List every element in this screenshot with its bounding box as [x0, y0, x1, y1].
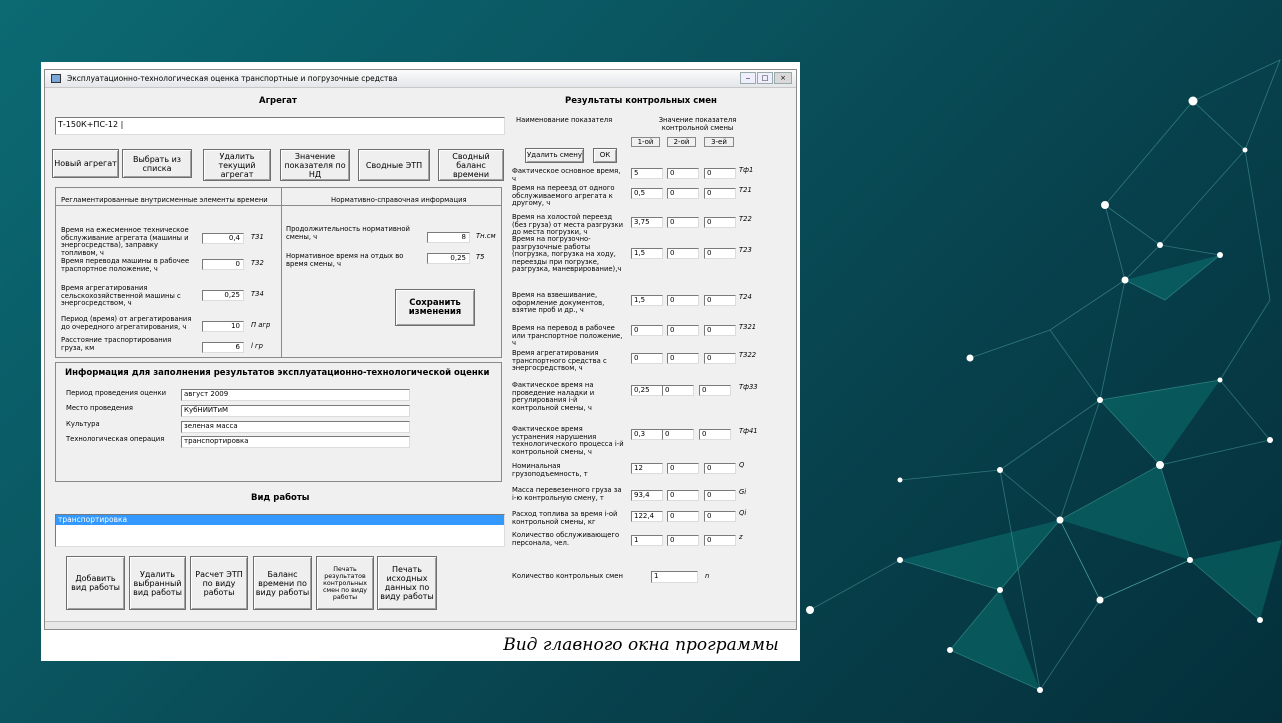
shift-row-symbol: Т22: [739, 215, 752, 223]
shift-1-value-input[interactable]: 12: [631, 463, 663, 474]
tnsm-input[interactable]: 8: [427, 232, 470, 243]
add-work-type-button[interactable]: Добавить вид работы: [66, 556, 125, 610]
shift-1-value-input[interactable]: 0,5: [631, 188, 663, 199]
shift-3-value-input[interactable]: 0: [699, 429, 731, 440]
shift-3-value-input[interactable]: 0: [704, 511, 736, 522]
period-input[interactable]: август 2009: [181, 389, 410, 401]
shift-1-value-input[interactable]: 122,4: [631, 511, 663, 522]
t31-symbol: Т31: [251, 233, 264, 241]
shift-2-value-input[interactable]: 0: [667, 325, 699, 336]
pagr-symbol: П агр: [251, 321, 271, 329]
value-nd-button[interactable]: Значение показателя по НД: [280, 149, 350, 181]
shift-count-input[interactable]: 1: [651, 571, 698, 583]
summary-etp-button[interactable]: Сводные ЭТП: [358, 149, 430, 181]
window-title: Эксплуатационно-технологическая оценка транспортные и погрузочные средства: [67, 74, 398, 83]
shift-1-value-input[interactable]: 3,75: [631, 217, 663, 228]
lgr-symbol: l гр: [251, 342, 263, 350]
shift-row-label: Количество обслуживающего персонала, чел.: [512, 531, 620, 547]
shift-3-value-input[interactable]: 0: [704, 490, 736, 501]
shift-row-label: Время на взвешивание, оформление документов, взятие проб и др., ч: [512, 291, 605, 315]
shift-row-label: Время на погрузочно-разгрузочные работы (погрузка, погрузка на ходу, переезды при погрузке, разгрузка, маневрирование),ч: [512, 235, 622, 274]
aggregate-header: Агрегат: [259, 96, 297, 106]
regulated-label-lgr: Расстояние траспортирования груза, км: [61, 336, 172, 352]
col-shift-3: 3-ей: [704, 137, 734, 147]
shift-row-label: Время на холостой переезд (без груза) от места разгрузки до места погрузки, ч: [512, 213, 624, 237]
calc-etp-button[interactable]: Расчет ЭТП по виду работы: [190, 556, 248, 610]
shift-row-label: Масса перевезенного груза за i-ю контрольную смену, т: [512, 486, 622, 502]
aggregate-input[interactable]: Т-150К+ПС-12 |: [55, 117, 505, 135]
culture-input[interactable]: зеленая масса: [181, 421, 410, 433]
shift-3-value-input[interactable]: 0: [704, 325, 736, 336]
shift-row-symbol: Т322: [739, 351, 757, 359]
close-button[interactable]: ×: [774, 72, 792, 84]
lgr-input[interactable]: 6: [202, 342, 244, 353]
regulated-header: Регламентированные внутрисменные элементы времени: [61, 196, 268, 204]
regulated-label-pagr: Период (время) от агрегатирования до очередного агрегатирования, ч: [61, 315, 192, 331]
delete-shift-button[interactable]: Удалить смену: [525, 148, 584, 163]
print-input-button[interactable]: Печать исходных данных по виду работы: [377, 556, 437, 610]
shift-row-symbol: Qi: [739, 509, 747, 517]
save-changes-button[interactable]: Сохранить изменения: [395, 289, 475, 326]
shift-2-value-input[interactable]: 0: [667, 353, 699, 364]
shift-count-symbol: n: [705, 572, 710, 580]
new-aggregate-button[interactable]: Новый агрегат: [52, 149, 119, 178]
shift-3-value-input[interactable]: 0: [704, 463, 736, 474]
ok-button[interactable]: ОК: [593, 148, 617, 163]
operation-input[interactable]: транспортировка: [181, 436, 410, 448]
work-type-header: Вид работы: [251, 493, 310, 503]
col-shift-1: 1-ой: [631, 137, 660, 147]
shift-row-label: Время агрегатирования транспортного средства с энергосредством, ч: [512, 349, 607, 373]
shift-row-label: Фактическое время устранения нарушения технологического процесса i-й контрольной смены, ч: [512, 425, 624, 456]
shift-2-value-input[interactable]: 0: [667, 248, 699, 259]
shift-row-symbol: Т321: [739, 323, 757, 331]
shift-2-value-input[interactable]: 0: [667, 217, 699, 228]
shift-2-value-input[interactable]: 0: [667, 511, 699, 522]
summary-balance-button[interactable]: Сводный баланс времени: [438, 149, 504, 181]
shift-row-label: Номинальная грузоподъемность, т: [512, 462, 588, 478]
shift-row-symbol: Т24: [739, 293, 752, 301]
balance-button[interactable]: Баланс времени по виду работы: [253, 556, 312, 610]
shift-row-label: Фактическое основное время, ч: [512, 167, 621, 183]
shift-row-symbol: Тф41: [739, 427, 758, 435]
app-window: [44, 69, 797, 630]
t5-symbol: Т5: [476, 253, 485, 261]
shift-row-symbol: Тф1: [739, 166, 754, 174]
choose-aggregate-button[interactable]: Выбрать из списка: [122, 149, 192, 178]
delete-work-type-button[interactable]: Удалить выбранный вид работы: [129, 556, 186, 610]
normative-label-t5: Нормативное время на отдых во время смены, ч: [286, 252, 404, 268]
shift-3-value-input[interactable]: 0: [704, 248, 736, 259]
shift-row-label: Время на перевод в рабочее или транспортное положение, ч: [512, 324, 623, 348]
place-input[interactable]: КубНИИТиМ: [181, 405, 410, 417]
t34-symbol: Т34: [251, 290, 264, 298]
shift-3-value-input[interactable]: 0: [699, 385, 731, 396]
shifts-col-value: Значение показателя контрольной смены: [658, 116, 737, 132]
period-label: Период проведения оценки: [66, 389, 167, 397]
shift-3-value-input[interactable]: 0: [704, 535, 736, 546]
shift-3-value-input[interactable]: 0: [704, 295, 736, 306]
t31-input[interactable]: 0,4: [202, 233, 244, 244]
minimize-button[interactable]: ‒: [740, 72, 756, 84]
shift-2-value-input[interactable]: 0: [662, 429, 694, 440]
shift-1-value-input[interactable]: 1,5: [631, 248, 663, 259]
work-type-item[interactable]: транспортировка: [56, 515, 504, 525]
shift-1-value-input[interactable]: 0,3: [631, 429, 663, 440]
shift-row-symbol: Gi: [739, 488, 747, 496]
shift-1-value-input[interactable]: 0: [631, 325, 663, 336]
print-results-button[interactable]: Печать результатов контрольных смен по виду работы: [316, 556, 374, 610]
shift-row-label: Фактическое время на проведение наладки и регулирования i-й контрольной смены, ч: [512, 381, 595, 412]
culture-label: Культура: [66, 420, 100, 428]
maximize-button[interactable]: □: [757, 72, 773, 84]
col-shift-2: 2-ой: [667, 137, 696, 147]
shift-2-value-input[interactable]: 0: [667, 490, 699, 501]
place-label: Место проведения: [66, 404, 133, 412]
tnsm-symbol: Тн.см: [476, 232, 496, 240]
shifts-col-name: Наименование показателя: [516, 116, 613, 124]
shift-row-symbol: Q: [739, 461, 745, 469]
shift-3-value-input[interactable]: 0: [704, 188, 736, 199]
pagr-input[interactable]: 10: [202, 321, 244, 332]
shift-1-value-input[interactable]: 93,4: [631, 490, 663, 501]
shift-3-value-input[interactable]: 0: [704, 353, 736, 364]
regulated-label-t34: Время агрегатирования сельскохозяйственной машины с энергосредством, ч: [61, 284, 181, 308]
shift-2-value-input[interactable]: 0: [667, 168, 699, 179]
t5-input[interactable]: 0,25: [427, 253, 470, 264]
regulated-label-t32: Время перевода машины в рабочее траспортное положение, ч: [61, 257, 190, 273]
shift-3-value-input[interactable]: 0: [704, 168, 736, 179]
status-bar: [45, 621, 796, 629]
normative-header: Нормативно-справочная информация: [331, 196, 467, 204]
t32-symbol: Т32: [251, 259, 264, 267]
evaluation-info-header: Информация для заполнения результатов эксплуатационно-технологической оценки: [65, 368, 490, 378]
operation-label: Технологическая операция: [66, 435, 165, 443]
shift-row-symbol: z: [739, 533, 743, 541]
t34-input[interactable]: 0,25: [202, 290, 244, 301]
shift-3-value-input[interactable]: 0: [704, 217, 736, 228]
delete-aggregate-button[interactable]: Удалить текущий агрегат: [203, 149, 271, 181]
shift-1-value-input[interactable]: 1: [631, 535, 663, 546]
app-icon: [51, 74, 61, 83]
shift-count-label: Количество контрольных смен: [512, 572, 623, 580]
shift-row-symbol: Т23: [739, 246, 752, 254]
shift-2-value-input[interactable]: 0: [667, 463, 699, 474]
shift-2-value-input[interactable]: 0: [662, 385, 694, 396]
shift-1-value-input[interactable]: 0: [631, 353, 663, 364]
title-bar: [45, 70, 796, 88]
normative-label-tnsm: Продолжительность нормативной смены, ч: [286, 225, 410, 241]
shift-2-value-input[interactable]: 0: [667, 535, 699, 546]
shift-1-value-input[interactable]: 5: [631, 168, 663, 179]
work-type-list[interactable]: [55, 514, 505, 547]
figure-caption: Вид главного окна программы: [503, 635, 779, 655]
shift-row-symbol: Тф33: [739, 383, 758, 391]
t32-input[interactable]: 0: [202, 259, 244, 270]
shift-row-label: Расход топлива за время i-ой контрольной смены, кг: [512, 510, 618, 526]
shift-1-value-input[interactable]: 0,25: [631, 385, 663, 396]
shift-2-value-input[interactable]: 0: [667, 295, 699, 306]
shift-1-value-input[interactable]: 1,5: [631, 295, 663, 306]
shifts-header: Результаты контрольных смен: [565, 96, 717, 106]
regulated-label-t31: Время на ежесменное техническое обслуживание агрегата (машины и энергосредства), заправку топливом, ч: [61, 226, 189, 257]
shift-row-label: Время на переезд от одного обслуживаемого агрегата к другому, ч: [512, 184, 615, 208]
shift-2-value-input[interactable]: 0: [667, 188, 699, 199]
shift-row-symbol: Т21: [739, 186, 752, 194]
